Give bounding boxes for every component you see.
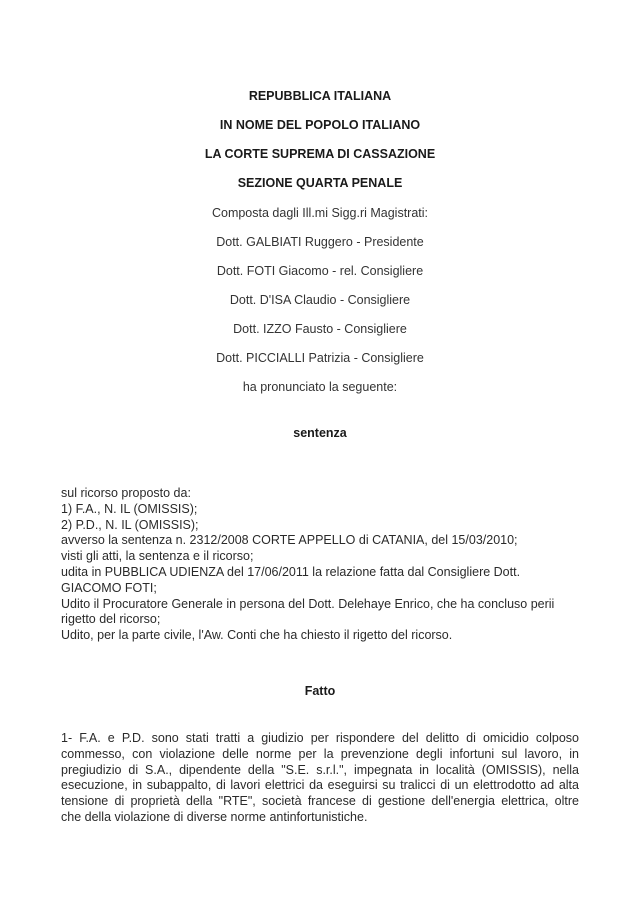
appeal-line: Udito il Procuratore Generale in persona del Dott. Delehaye Enrico, che ha concluso perii	[61, 596, 555, 611]
judge-line: Dott. PICCIALLI Patrizia - Consigliere	[216, 351, 424, 365]
judge-line: Dott. GALBIATI Ruggero - Presidente	[216, 235, 424, 249]
composition-intro: Composta dagli Ill.mi Sigg.ri Magistrati:	[211, 206, 429, 220]
appeal-line: rigetto del ricorso;	[61, 612, 161, 627]
appeal-line: visti gli atti, la sentenza e il ricorso;	[61, 549, 254, 564]
facts-line: pregiudizio di S.A., dipendente della "S.E. s.r.l.", impegnata in località (OMISSIS), nella	[61, 762, 579, 777]
in-name-heading: IN NOME DEL POPOLO ITALIANO	[219, 118, 421, 132]
appeal-line: 2) P.D., N. IL (OMISSIS);	[61, 517, 199, 532]
pronounced-line: ha pronunciato la seguente:	[242, 380, 398, 394]
court-heading: LA CORTE SUPREMA DI CASSAZIONE	[204, 147, 436, 161]
appeal-block	[61, 486, 581, 644]
appeal-line: avverso la sentenza n. 2312/2008 CORTE APPELLO di CATANIA, del 15/03/2010;	[61, 533, 518, 548]
republic-heading: REPUBBLICA ITALIANA	[248, 89, 392, 103]
facts-line: tensione di proprietà della "RTE", società francese di gestione dell'energia elettrica, oltre	[61, 794, 579, 809]
section-heading: SEZIONE QUARTA PENALE	[237, 176, 403, 190]
facts-line: commesso, con violazione delle norme per la prevenzione degli infortuni sul lavoro, in	[61, 746, 579, 761]
facts-line: 1- F.A. e P.D. sono stati tratti a giudizio per rispondere del delitto di omicidio colposo	[61, 731, 579, 745]
facts-heading: Fatto	[304, 684, 336, 698]
appeal-line: udita in PUBBLICA UDIENZA del 17/06/2011 la relazione fatta dal Consigliere Dott.	[61, 564, 521, 579]
judge-line: Dott. D'ISA Claudio - Consigliere	[229, 293, 411, 307]
judge-line: Dott. IZZO Fausto - Consigliere	[233, 322, 407, 336]
facts-paragraph	[61, 731, 579, 826]
appeal-line: Udito, per la parte civile, l'Aw. Conti che ha chiesto il rigetto del ricorso.	[61, 628, 453, 643]
appeal-line: sul ricorso proposto da:	[61, 486, 191, 500]
appeal-line: 1) F.A., N. IL (OMISSIS);	[61, 501, 198, 516]
facts-line: esecuzione, in subappalto, di lavori elettrici da eseguirsi su tralicci di un elettrodotto ad alta	[61, 778, 579, 793]
judge-line: Dott. FOTI Giacomo - rel. Consigliere	[216, 264, 424, 278]
sentence-heading: sentenza	[293, 426, 347, 440]
facts-line: che della violazione di diverse norme antinfortunistiche.	[61, 809, 368, 824]
appeal-line: GIACOMO FOTI;	[61, 580, 157, 595]
